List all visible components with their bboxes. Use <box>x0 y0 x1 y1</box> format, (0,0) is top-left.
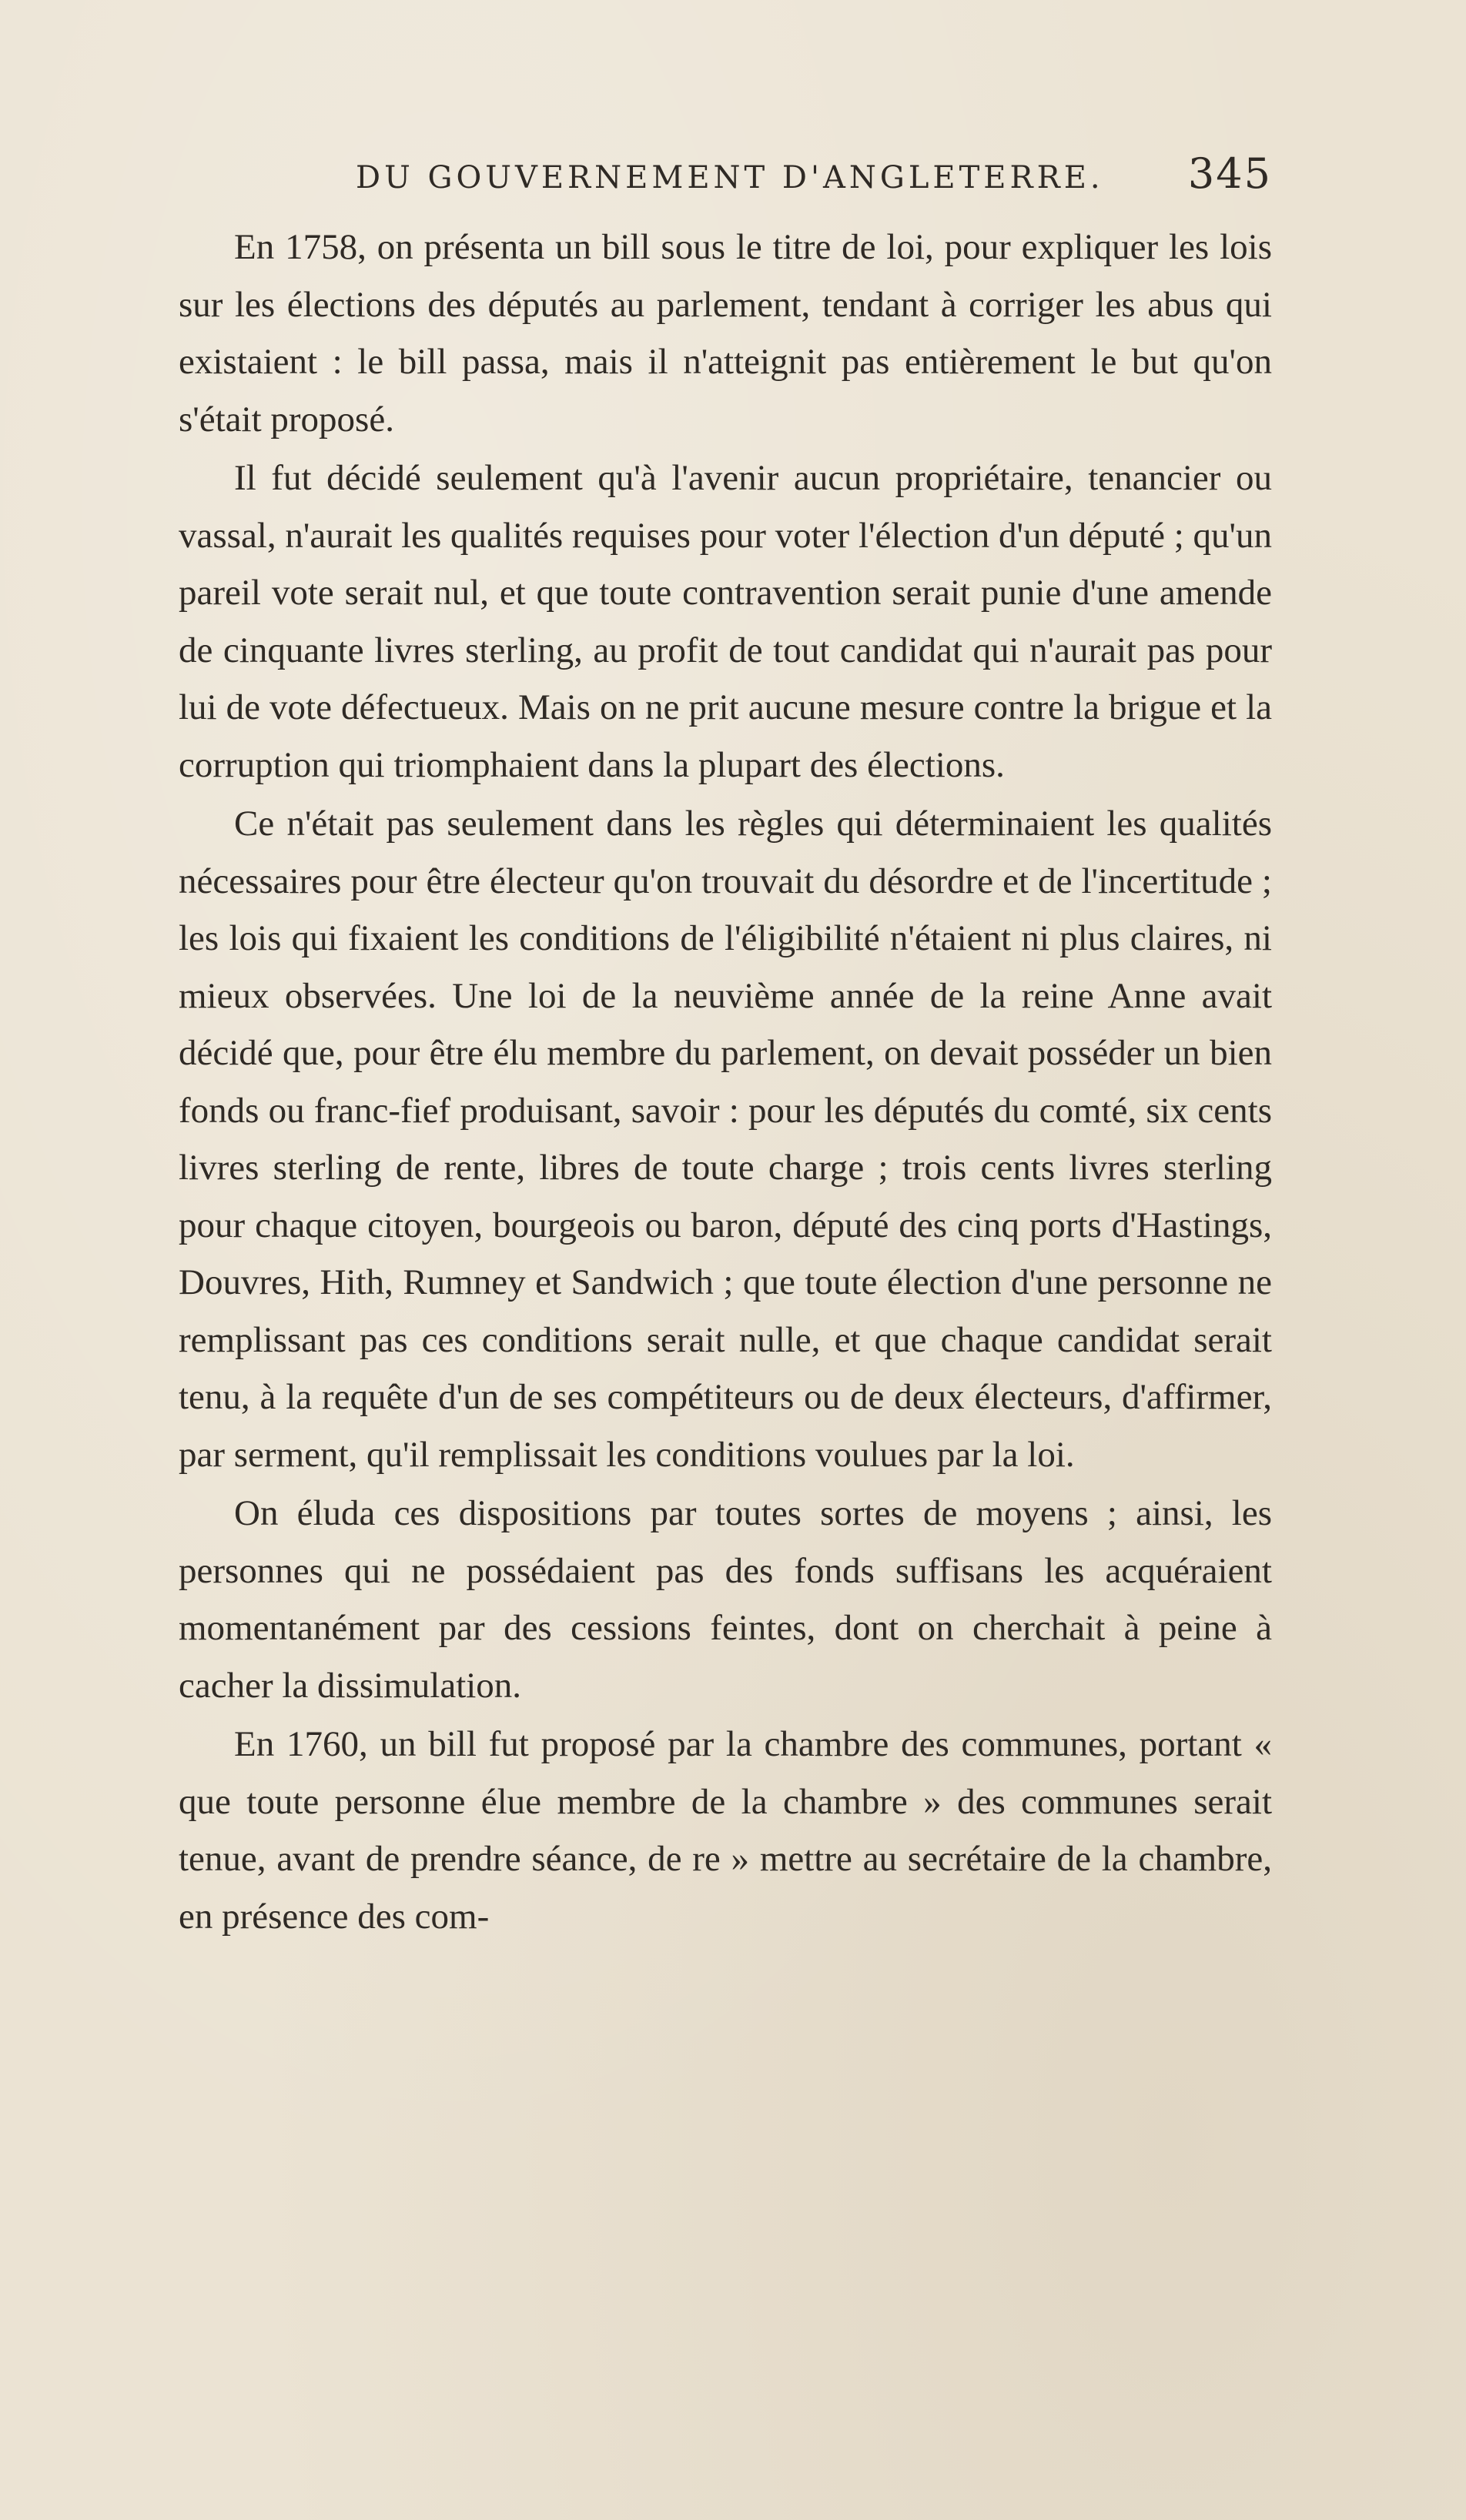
paragraph-4: On éluda ces dispositions par toutes sortes de moyens ; ainsi, les personnes qui ne possédaient pas des fonds suffisans les acquéraient momentanément par des cessions feintes, dont on cherchait à peine à cacher la dissimulation. <box>179 1493 1272 1706</box>
paragraph-2: Il fut décidé seulement qu'à l'avenir aucun propriétaire, tenancier ou vassal, n'aurait les qualités requises pour voter l'élection d'un député ; qu'un pareil vote serait nul, et que toute contravention serait punie d'une amende de cinquante livres sterling, au profit de tout candidat qui n'aurait pas pour lui de vote défectueux. Mais on ne prit aucune mesure contre la brigue et la corruption qui triomphaient dans la plupart des élections. <box>179 458 1273 785</box>
running-title: DU GOUVERNEMENT D'ANGLETERRE. <box>356 160 1104 196</box>
body-text <box>179 219 1272 1945</box>
paragraph-3: Ce n'était pas seulement dans les règles qui déterminaient les qualités nécessaires pour être électeur qu'on trouvait du désordre et de l'incertitude ; les lois qui fixaient les conditions de l'éligibilité n'étaient ni plus claires, ni mieux observées. Une loi de la neuvième année de la reine Anne avait décidé que, pour être élu membre du parlement, on devait posséder un bien fonds ou franc-fief produisant, savoir : pour les députés du comté, six cents livres sterling de rente, libres de toute charge ; trois cents livres sterling pour chaque citoyen, bourgeois ou baron, député des cinq ports d'Hastings, Douvres, Hith, Rumney et Sandwich ; que toute élection d'une personne ne remplissant pas ces conditions serait nulle, et que chaque candidat serait tenu, à la requête d'un de ses compétiteurs ou de deux électeurs, d'affirmer, par serment, qu'il remplissait les conditions voulues par la loi. <box>179 804 1272 1475</box>
paragraph-1: En 1758, on présenta un bill sous le titre de loi, pour expliquer les lois sur les élections des députés au parlement, tendant à corriger les abus qui existaient : le bill passa, mais il n'atteignit pas entièrement le but qu'on s'était proposé. <box>179 227 1272 439</box>
page-header <box>356 146 1272 208</box>
paragraph-5: En 1760, un bill fut proposé par la chambre des communes, portant « que toute personne élue membre de la chambre » des communes serait tenue, avant de prendre séance, de re » mettre au secrétaire de la chambre, en présence des com- <box>179 1724 1272 1937</box>
page-number: 345 <box>1187 149 1272 198</box>
